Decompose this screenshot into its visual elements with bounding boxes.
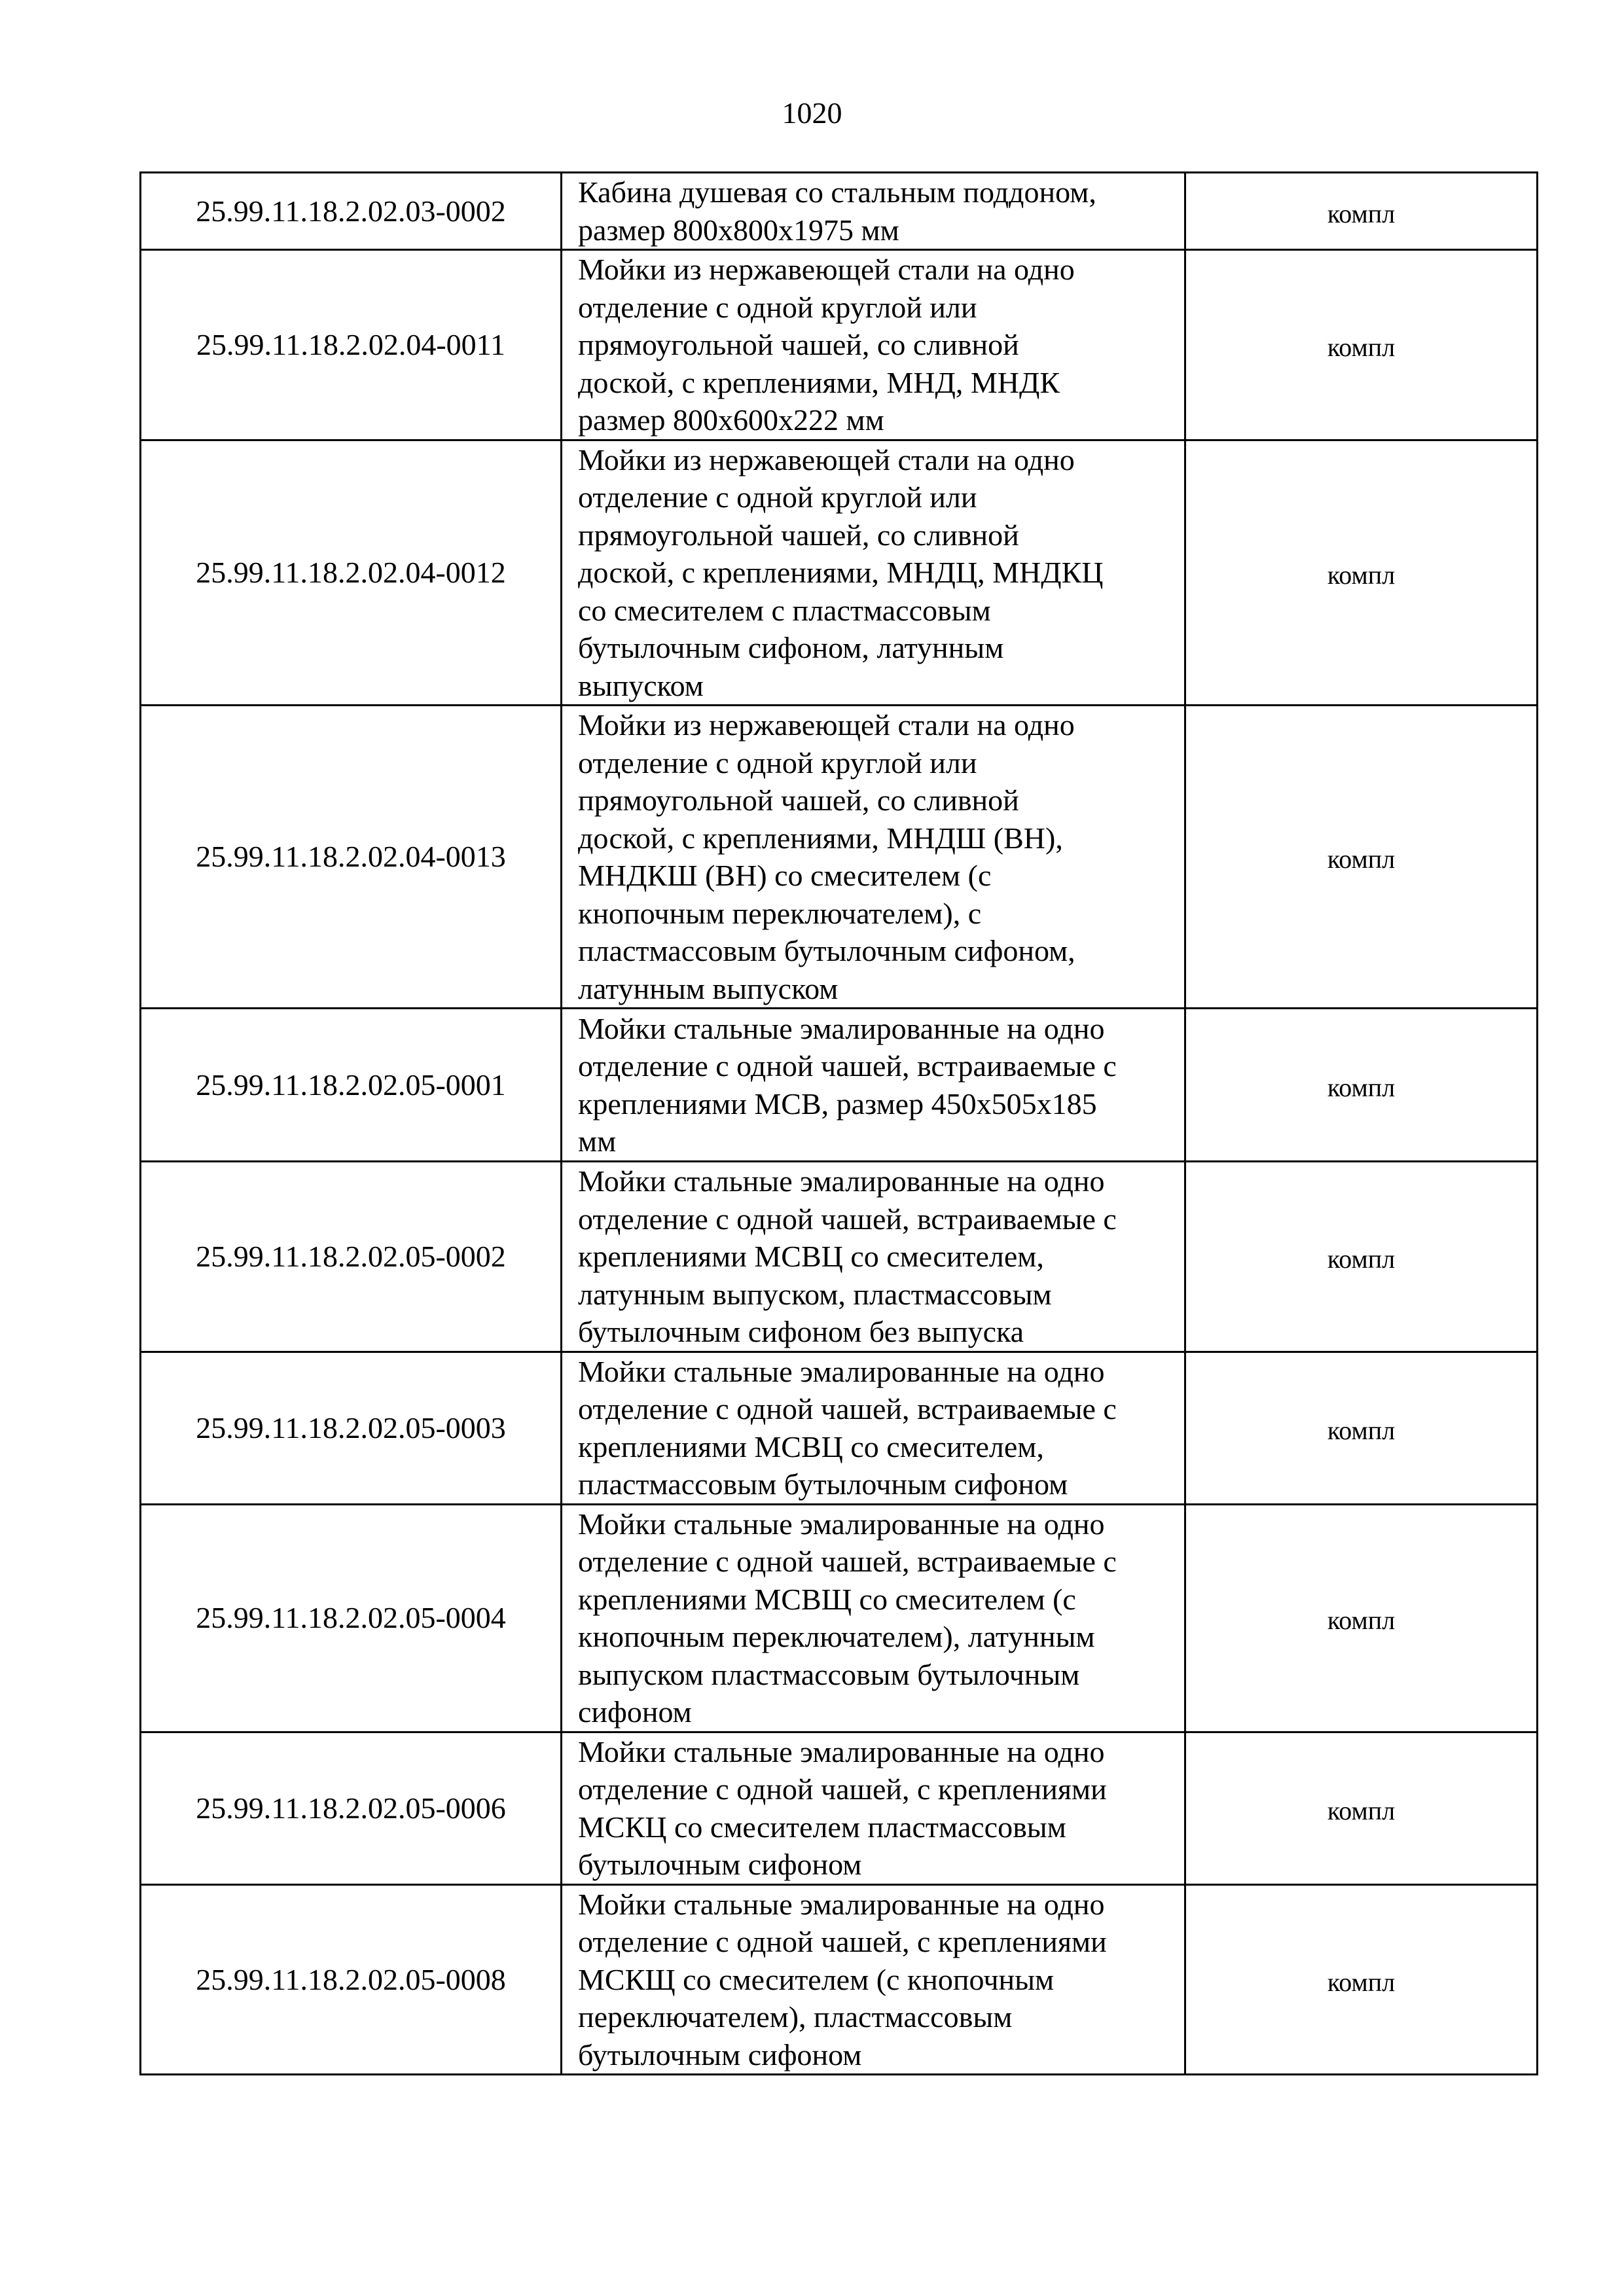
- unit-of-measure: компл: [1185, 1732, 1538, 1884]
- page-number: 1020: [782, 96, 842, 130]
- resource-code: 25.99.11.18.2.02.05-0003: [141, 1352, 562, 1504]
- table-row: [141, 706, 1538, 1009]
- resource-name: Мойки стальные эмалированные на одно отделение с одной чашей, встраиваемые с креплениями МСВЦ со смесителем, латунным выпуском, пластмассовым бутылочным сифоном без выпуска: [578, 1164, 1117, 1348]
- resource-name-cell: [562, 440, 1185, 706]
- resource-name-cell: [562, 1884, 1185, 2075]
- resource-name: Мойки стальные эмалированные на одно отделение с одной чашей, встраиваемые с креплениями МСВЩ со смесителем (с кнопочным переключателем), латунным выпуском пластмассовым бутылочным сифоном: [578, 1507, 1117, 1729]
- resource-name: Мойки стальные эмалированные на одно отделение с одной чашей, встраиваемые с креплениями МСВ, размер 450х505х185 мм: [578, 1011, 1117, 1158]
- unit-of-measure: компл: [1185, 1504, 1538, 1732]
- resource-table: [139, 171, 1538, 2075]
- resource-name-cell: [562, 173, 1185, 250]
- table-row: [141, 250, 1538, 440]
- unit-of-measure: компл: [1185, 173, 1538, 250]
- resource-code: 25.99.11.18.2.02.04-0013: [141, 706, 562, 1009]
- resource-code: 25.99.11.18.2.02.05-0006: [141, 1732, 562, 1884]
- resource-name-cell: [562, 1162, 1185, 1352]
- unit-of-measure: компл: [1185, 1162, 1538, 1352]
- unit-of-measure: компл: [1185, 250, 1538, 440]
- resource-name-cell: [562, 1732, 1185, 1884]
- resource-code: 25.99.11.18.2.02.03-0002: [141, 173, 562, 250]
- resource-name: Мойки из нержавеющей стали на одно отделение с одной круглой или прямоугольной чашей, со сливной доской, с креплениями, МНДЦ, МНДКЦ со смесителем с пластмассовым бутылочным сифоном, латунным выпуском: [578, 442, 1104, 702]
- resource-name: Мойки из нержавеющей стали на одно отделение с одной круглой или прямоугольной чашей, со сливной доской, с креплениями, МНД, МНДК размер 800х600х222 мм: [578, 253, 1075, 437]
- unit-of-measure: компл: [1185, 706, 1538, 1009]
- resource-name-cell: [562, 1504, 1185, 1732]
- resource-name-cell: [562, 706, 1185, 1009]
- resource-code: 25.99.11.18.2.02.04-0011: [141, 250, 562, 440]
- resource-name-cell: [562, 1009, 1185, 1162]
- table-row: [141, 173, 1538, 250]
- table-row: [141, 1009, 1538, 1162]
- resource-code: 25.99.11.18.2.02.05-0001: [141, 1009, 562, 1162]
- resource-name: Кабина душевая со стальным поддоном, размер 800х800х1975 мм: [578, 175, 1096, 247]
- resource-code: 25.99.11.18.2.02.05-0008: [141, 1884, 562, 2075]
- resource-name: Мойки стальные эмалированные на одно отделение с одной чашей, с креплениями МСКЩ со смесителем (с кнопочным переключателем), пластмассовым бутылочным сифоном: [578, 1887, 1107, 2072]
- table-row: [141, 1504, 1538, 1732]
- resource-code: 25.99.11.18.2.02.05-0004: [141, 1504, 562, 1732]
- table-row: [141, 1162, 1538, 1352]
- unit-of-measure: компл: [1185, 1884, 1538, 2075]
- resource-code: 25.99.11.18.2.02.04-0012: [141, 440, 562, 706]
- unit-of-measure: компл: [1185, 1352, 1538, 1504]
- resource-name-cell: [562, 1352, 1185, 1504]
- table-row: [141, 1732, 1538, 1884]
- table-row: [141, 1884, 1538, 2075]
- resource-name: Мойки стальные эмалированные на одно отделение с одной чашей, встраиваемые с креплениями МСВЦ со смесителем, пластмассовым бутылочным сифоном: [578, 1354, 1117, 1501]
- table-row: [141, 1352, 1538, 1504]
- resource-code: 25.99.11.18.2.02.05-0002: [141, 1162, 562, 1352]
- resource-name: Мойки из нержавеющей стали на одно отделение с одной круглой или прямоугольной чашей, со сливной доской, с креплениями, МНДШ (ВН), МНДКШ (ВН) со смесителем (с кнопочным переключателем), с пластмассовым бутылочным сифоном, латунным выпуском: [578, 708, 1075, 1005]
- table-row: [141, 440, 1538, 706]
- unit-of-measure: компл: [1185, 440, 1538, 706]
- resource-name: Мойки стальные эмалированные на одно отделение с одной чашей, с креплениями МСКЦ со смесителем пластмассовым бутылочным сифоном: [578, 1734, 1107, 1881]
- unit-of-measure: компл: [1185, 1009, 1538, 1162]
- resource-name-cell: [562, 250, 1185, 440]
